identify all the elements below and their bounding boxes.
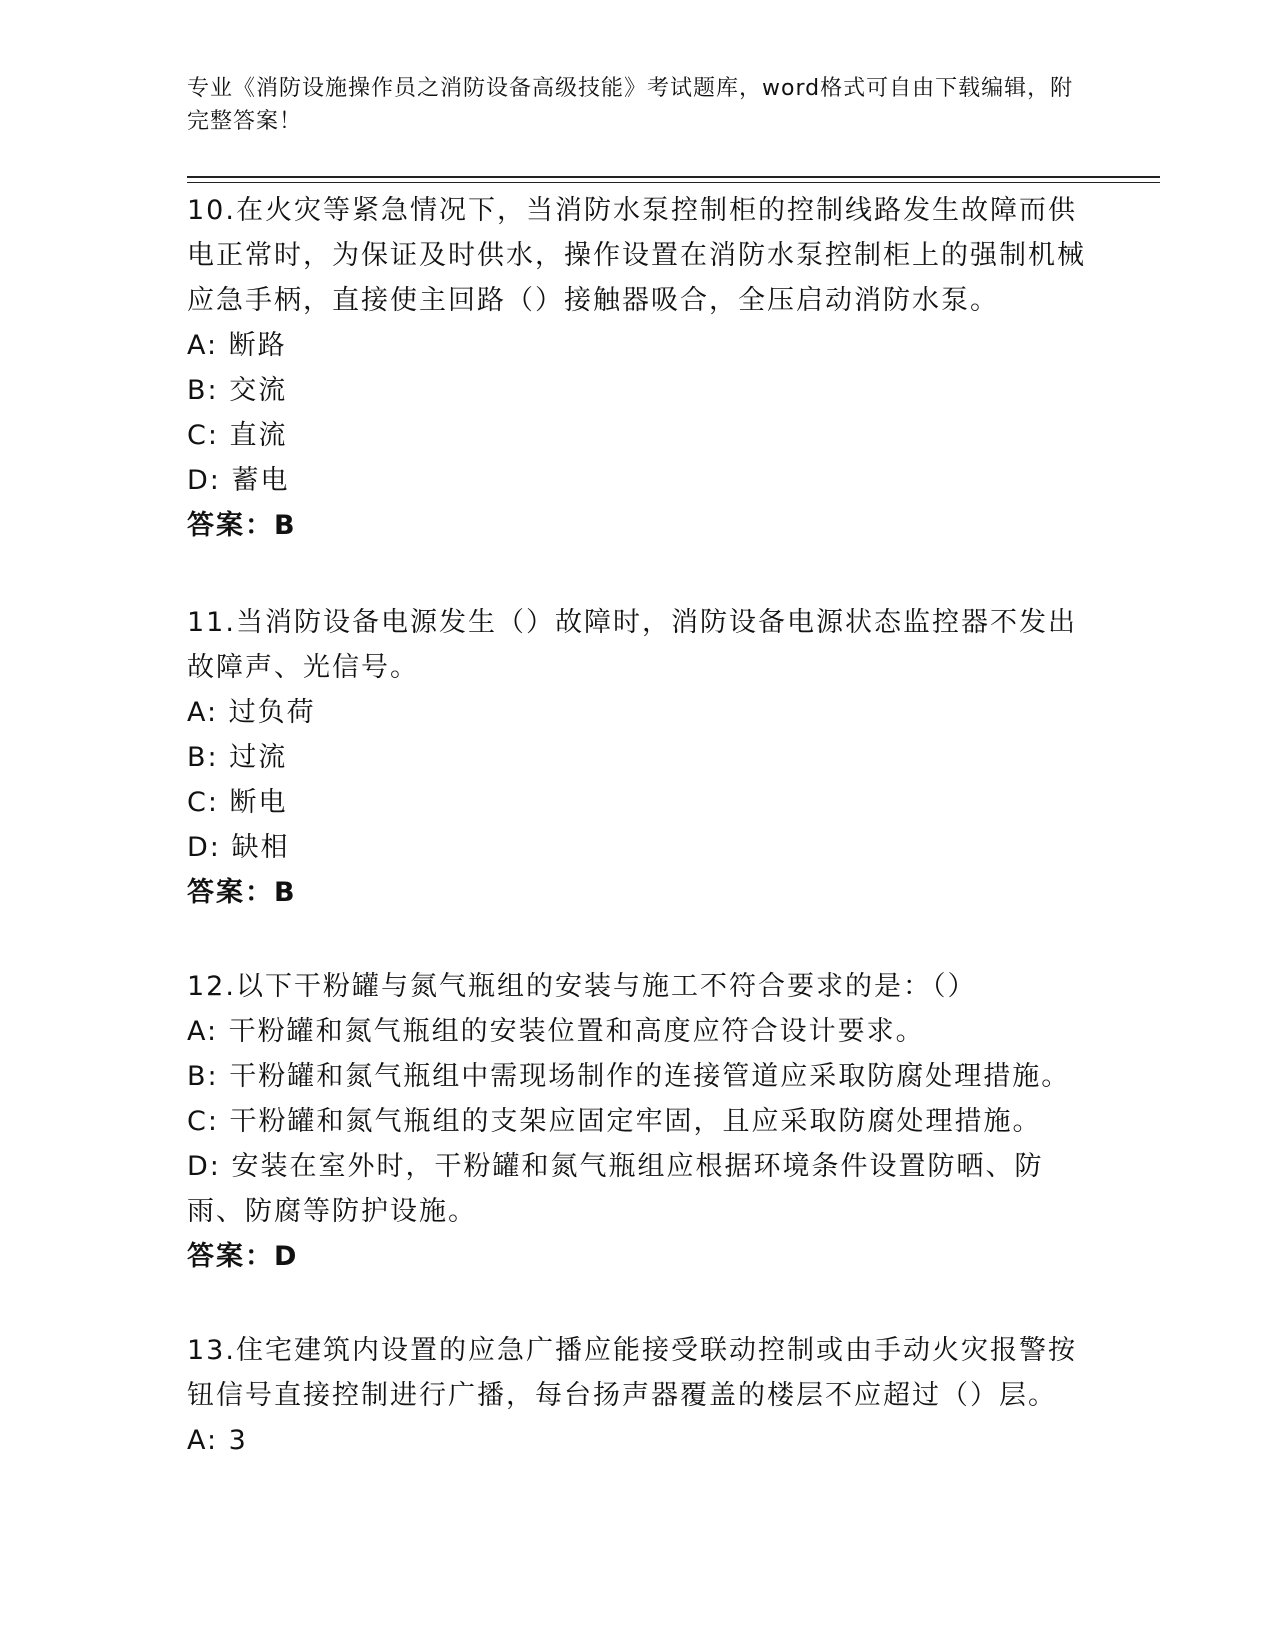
- option-a: A: 3: [187, 1425, 248, 1456]
- option-d: D: 蓄电: [187, 465, 290, 496]
- question-stem: 10.在火灾等紧急情况下，当消防水泵控制柜的控制线路发生故障而供电正常时，为保证及时供水，操作设置在消防水泵控制柜上的强制机械应急手柄，直接使主回路（）接触器吸合，全压启动消防水泵。: [187, 195, 1086, 316]
- option-d: D: 缺相: [187, 832, 290, 863]
- option-c: C: 直流: [187, 420, 288, 451]
- question-12: [187, 964, 1087, 1279]
- option-c: C: 断电: [187, 787, 288, 818]
- document-header: 专业《消防设施操作员之消防设备高级技能》考试题库，word格式可自由下载编辑，附完整答案！: [187, 76, 1074, 134]
- question-stem: 12.以下干粉罐与氮气瓶组的安装与施工不符合要求的是：（）: [187, 971, 977, 1002]
- header-divider: [187, 176, 1160, 178]
- option-a: A: 干粉罐和氮气瓶组的安装位置和高度应符合设计要求。: [187, 1016, 925, 1047]
- answer: 答案：D: [187, 1241, 299, 1272]
- question-11: [187, 600, 1087, 915]
- answer: 答案：B: [187, 877, 297, 908]
- option-d: D: 安装在室外时，干粉罐和氮气瓶组应根据环境条件设置防晒、防雨、防腐等防护设施。: [187, 1151, 1044, 1227]
- option-c: C: 干粉罐和氮气瓶组的支架应固定牢固，且应采取防腐处理措施。: [187, 1106, 1042, 1137]
- option-b: B: 过流: [187, 742, 288, 773]
- question-stem: 11.当消防设备电源发生（）故障时，消防设备电源状态监控器不发出故障声、光信号。: [187, 607, 1077, 683]
- question-stem: 13.住宅建筑内设置的应急广播应能接受联动控制或由手动火灾报警按钮信号直接控制进行广播，每台扬声器覆盖的楼层不应超过（）层。: [187, 1335, 1077, 1411]
- option-a: A: 断路: [187, 330, 287, 361]
- question-10: [187, 188, 1087, 548]
- option-b: B: 交流: [187, 375, 288, 406]
- option-b: B: 干粉罐和氮气瓶组中需现场制作的连接管道应采取防腐处理措施。: [187, 1061, 1071, 1092]
- header-divider-thin: [187, 182, 1160, 183]
- answer: 答案：B: [187, 510, 297, 541]
- option-a: A: 过负荷: [187, 697, 316, 728]
- question-13: [187, 1328, 1087, 1463]
